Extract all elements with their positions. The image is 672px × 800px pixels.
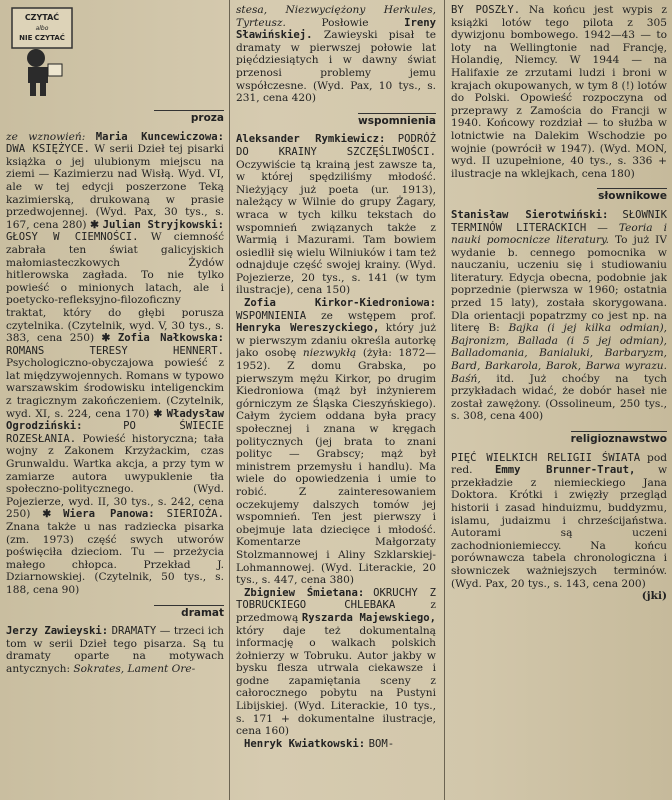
column-rule bbox=[444, 0, 445, 800]
review-kuncewiczowa: ze wznowień: Maria Kuncewiczowa: DWA KSIĘŻYCE. W serii Dzieł tej pisarki książka o jej ulubionym miejscu na ziemi — Kazimierzu nad Wisłą. Wyd. VI, ale w tej edycji poszerzone Teką kazimierską, drukowaną w prasie przedwojennej. (Wyd. Pax, 30 tys., s. 167, cena 280) ✱ Julian Stryjkowski: GŁOSY W CIEMNOŚCI. W ciemność zabrała ten świat galicyjskich małomiasteczkowych Żydów hitlerowska zagłada. To nie tylko powieść o minionych latach, ale i poetycko-refleksyjno-filozoficzny traktat, który do głębi porusza czytelnika. (Czytelnik, wyd. V, 30 tys., s. 383, cena 250) ✱ Zofia Nałkowska: ROMANS TERESY HENNERT. Psychologiczno-obyczajowa powieść z lat międzywojennych. Romans w typowo warszawskim środowisku inteligenckim z tragicznym zakończeniem. (Czytelnik, wyd. XI, s. 224, cena 170) ✱ Władysław Ogrodziński: PO ŚWIECIE ROZESŁANIA. Powieść historyczna; tała wojny z Zakonem Krzyżackim, czas Grunwaldu. Wartka akcja, a przy tym w zamiarze autora uwypuklenie tła społeczno-politycznego. (Wyd. Pojezierze, wyd. II, 30 tys., s. 242, cena 250) ✱ Wiera Panowa: SIERIOŻA. Znana także u nas radziecka pisarka (zm. 1973) część swych utworów poświęciła dzieciom. Tu — przeżycia małego chłopca. Przekład J. Dziarnowskiej. (Czytelnik, 50 tys., s. 188, cena 90) bbox=[6, 130, 224, 596]
czytac-logo bbox=[10, 6, 74, 102]
review-piec-religii: PIĘĆ WIELKICH RELIGII ŚWIATA pod red. Emmy Brunner-Traut, w przekładzie z niemieckiego Jana Doktora. Krótki i zwięzły przegląd historii i zasad hinduizmu, buddyzmu, islamu, judaizmu i chrześcijaństwa. Autorami są uczeni zachodnioniemieccy. Na końcu porównawcza tabela chronologiczna i słowniczek ważniejszych terminów. (Wyd. Pax, 20 tys., s. 143, cena 200) bbox=[451, 451, 667, 590]
section-heading-religioznawstwo: religioznawstwo bbox=[570, 433, 667, 445]
star-separator-icon: ✱ bbox=[90, 218, 99, 231]
review-kwiatkowski: Henryk Kwiatkowski: BOM- bbox=[244, 737, 395, 750]
review-kirkor-kiedroniowa: Zofia Kirkor-Kiedroniowa: WSPOMNIENIA ze wstępem prof. Henryka Wereszyckiego, który już w pierwszym zdaniu określa autorkę jako osobę niezwykłą (żyła: 1872—1952). Z domu Grabska, po pierwszym mężu Kirkor, po drugim Kiedroniowa (mąż był inżynierem górniczym ze Śląska Cieszyńskiego). Całym życiem oddana była pracy społecznej i znana w kręgach politycznych (jej brata to znani polityc — Grabscy; mąż był ministrem przemysłu i handlu). Ma wiele do opowiedzenia i umie to robić. Z zainteresowaniem oczekujemy dalszych tomów jej wspomnień. Ten jest pierwszy i obejmuje lata dziecięce i młodość. Komentarze Małgorzaty Stolzmannowej i Aliny Szklarskiej-Lohmannowej. (Wyd. Literackie, 20 tys., s. 447, cena 380) bbox=[236, 297, 436, 587]
logo-line-2: albo bbox=[35, 25, 49, 32]
logo-line-1: CZYTAĆ bbox=[24, 13, 60, 22]
column-2 bbox=[236, 0, 436, 800]
section-heading-slownikowe: słownikowe bbox=[598, 190, 667, 203]
star-separator-icon: ✱ bbox=[101, 332, 111, 345]
column-3 bbox=[451, 0, 667, 800]
review-smietana: Zbigniew Śmietana: OKRUCHY Z TOBRUCKIEGO CHLEBAKA z przedmową Ryszarda Majewskiego, który daje też dokumentalną informację o walkach polskich żołnierzy w Tobruku. Autor jakby w bysku flesza utrwala ciekawsze i godne zapamiętania sceny z całorocznego pobytu na Pustyni Libijskiej. (Wyd. Literackie, 10 tys., s. 171 + dokumentalne ilustracje, cena 160) bbox=[236, 586, 436, 738]
star-separator-icon: ✱ bbox=[42, 508, 52, 521]
column-rule bbox=[229, 0, 230, 800]
review-zawieyski: Jerzy Zawieyski: DRAMATY — trzeci ich tom w serii Dzieł tego pisarza. Są tu dramaty oparte na motywach antycznych: Sokrates, Lament Ore- bbox=[6, 625, 224, 675]
review-kwiatkowski-continued: BY POSZŁY. Na końcu jest wypis z książki lotów tego pilota z 305 dywizjonu bombowego. 1942—43 — to loty na Wellingtonie nad Francję, Holandię, Niemcy. W 1944 — na Halifaxie ze zrzutami ludzi i broni w krajach okupowanych, w tym 8 (!) lotów do Polski. Opowieść rozpoczyna od przeprawy z Zamościa do Francji w 1940. Końcowy rozdział — to służba w lotnictwie na Dalekim Wschodzie po wojnie (powrócił w 1947). (Wyd. MON, wyd. II uzupełnione, 40 tys., s. 336 + ilustracje na wklejkach, cena 180) bbox=[451, 4, 667, 180]
reader-figure-icon bbox=[10, 6, 74, 98]
logo-line-3: NIE CZYTAĆ bbox=[19, 34, 65, 42]
star-separator-icon: ✱ bbox=[153, 407, 163, 420]
section-heading-wspomnienia: wspomnienia bbox=[358, 114, 436, 127]
column-1 bbox=[6, 0, 224, 800]
section-heading-proza: proza bbox=[6, 110, 224, 125]
section-heading-dramat: dramat bbox=[6, 605, 224, 620]
review-sierotwinski: Stanisław Sierotwiński: SŁOWNIK TERMINÓW LITERACKICH — Teoria i nauki pomocnicze literatury. To już IV wydanie b. cennego pomocnika w nauczaniu, uczeniu się i studiowaniu literatury. Edycja obecna, podobnie jak poprzednie (pierwsza w 1960; ostatnia przed 15 laty), została skorygowana. Dla orientacji popatrzmy co jest np. na literę B: Bajka (i jej kilka odmian), Bajronizm, Ballada (i 5 jej odmian), Balladomania, Banialuki, Barbaryzm, Bard, Barkarola, Barok, Barwa wyrazu. Baśń, itd. Już choćby na tych przykładach widać, że dobór haseł nie został zawężony. (Ossolineum, 250 tys., s. 308, cena 400) bbox=[451, 208, 667, 423]
author-signature: (jki) bbox=[641, 590, 667, 603]
review-zawieyski-continued: stesa, Niezwyciężony Herkules, Tyrteusz. Posłowie Ireny Sławińskiej. Zawieyski pisał te dramaty w pierwszej połowie lat pięćdziesiątych i w dawny świat przenosi problemy jemu współczesne. (Wyd. Pax, 10 tys., s. 231, cena 420) bbox=[236, 4, 436, 105]
review-rymkiewicz: Aleksander Rymkiewicz: PODRÓŻ DO KRAINY SZCZĘŚLIWOŚCI. Oczywiście tą krainą jest zawsze ta, w której spędziliśmy młodość. Nieżyjący już poeta (ur. 1913), należący w Wilnie do grupy Żagary, wraca w tych kilku tekstach do wspomnień związanych także z Warmią i Mazurami. Tam bowiem osiedlił się wielu Wilniuków i tam też odnajduje część swojej krainy. (Wyd. Pojezierze, 20 tys., s. 141 (w tym ilustracje), cena 150) bbox=[236, 133, 436, 297]
